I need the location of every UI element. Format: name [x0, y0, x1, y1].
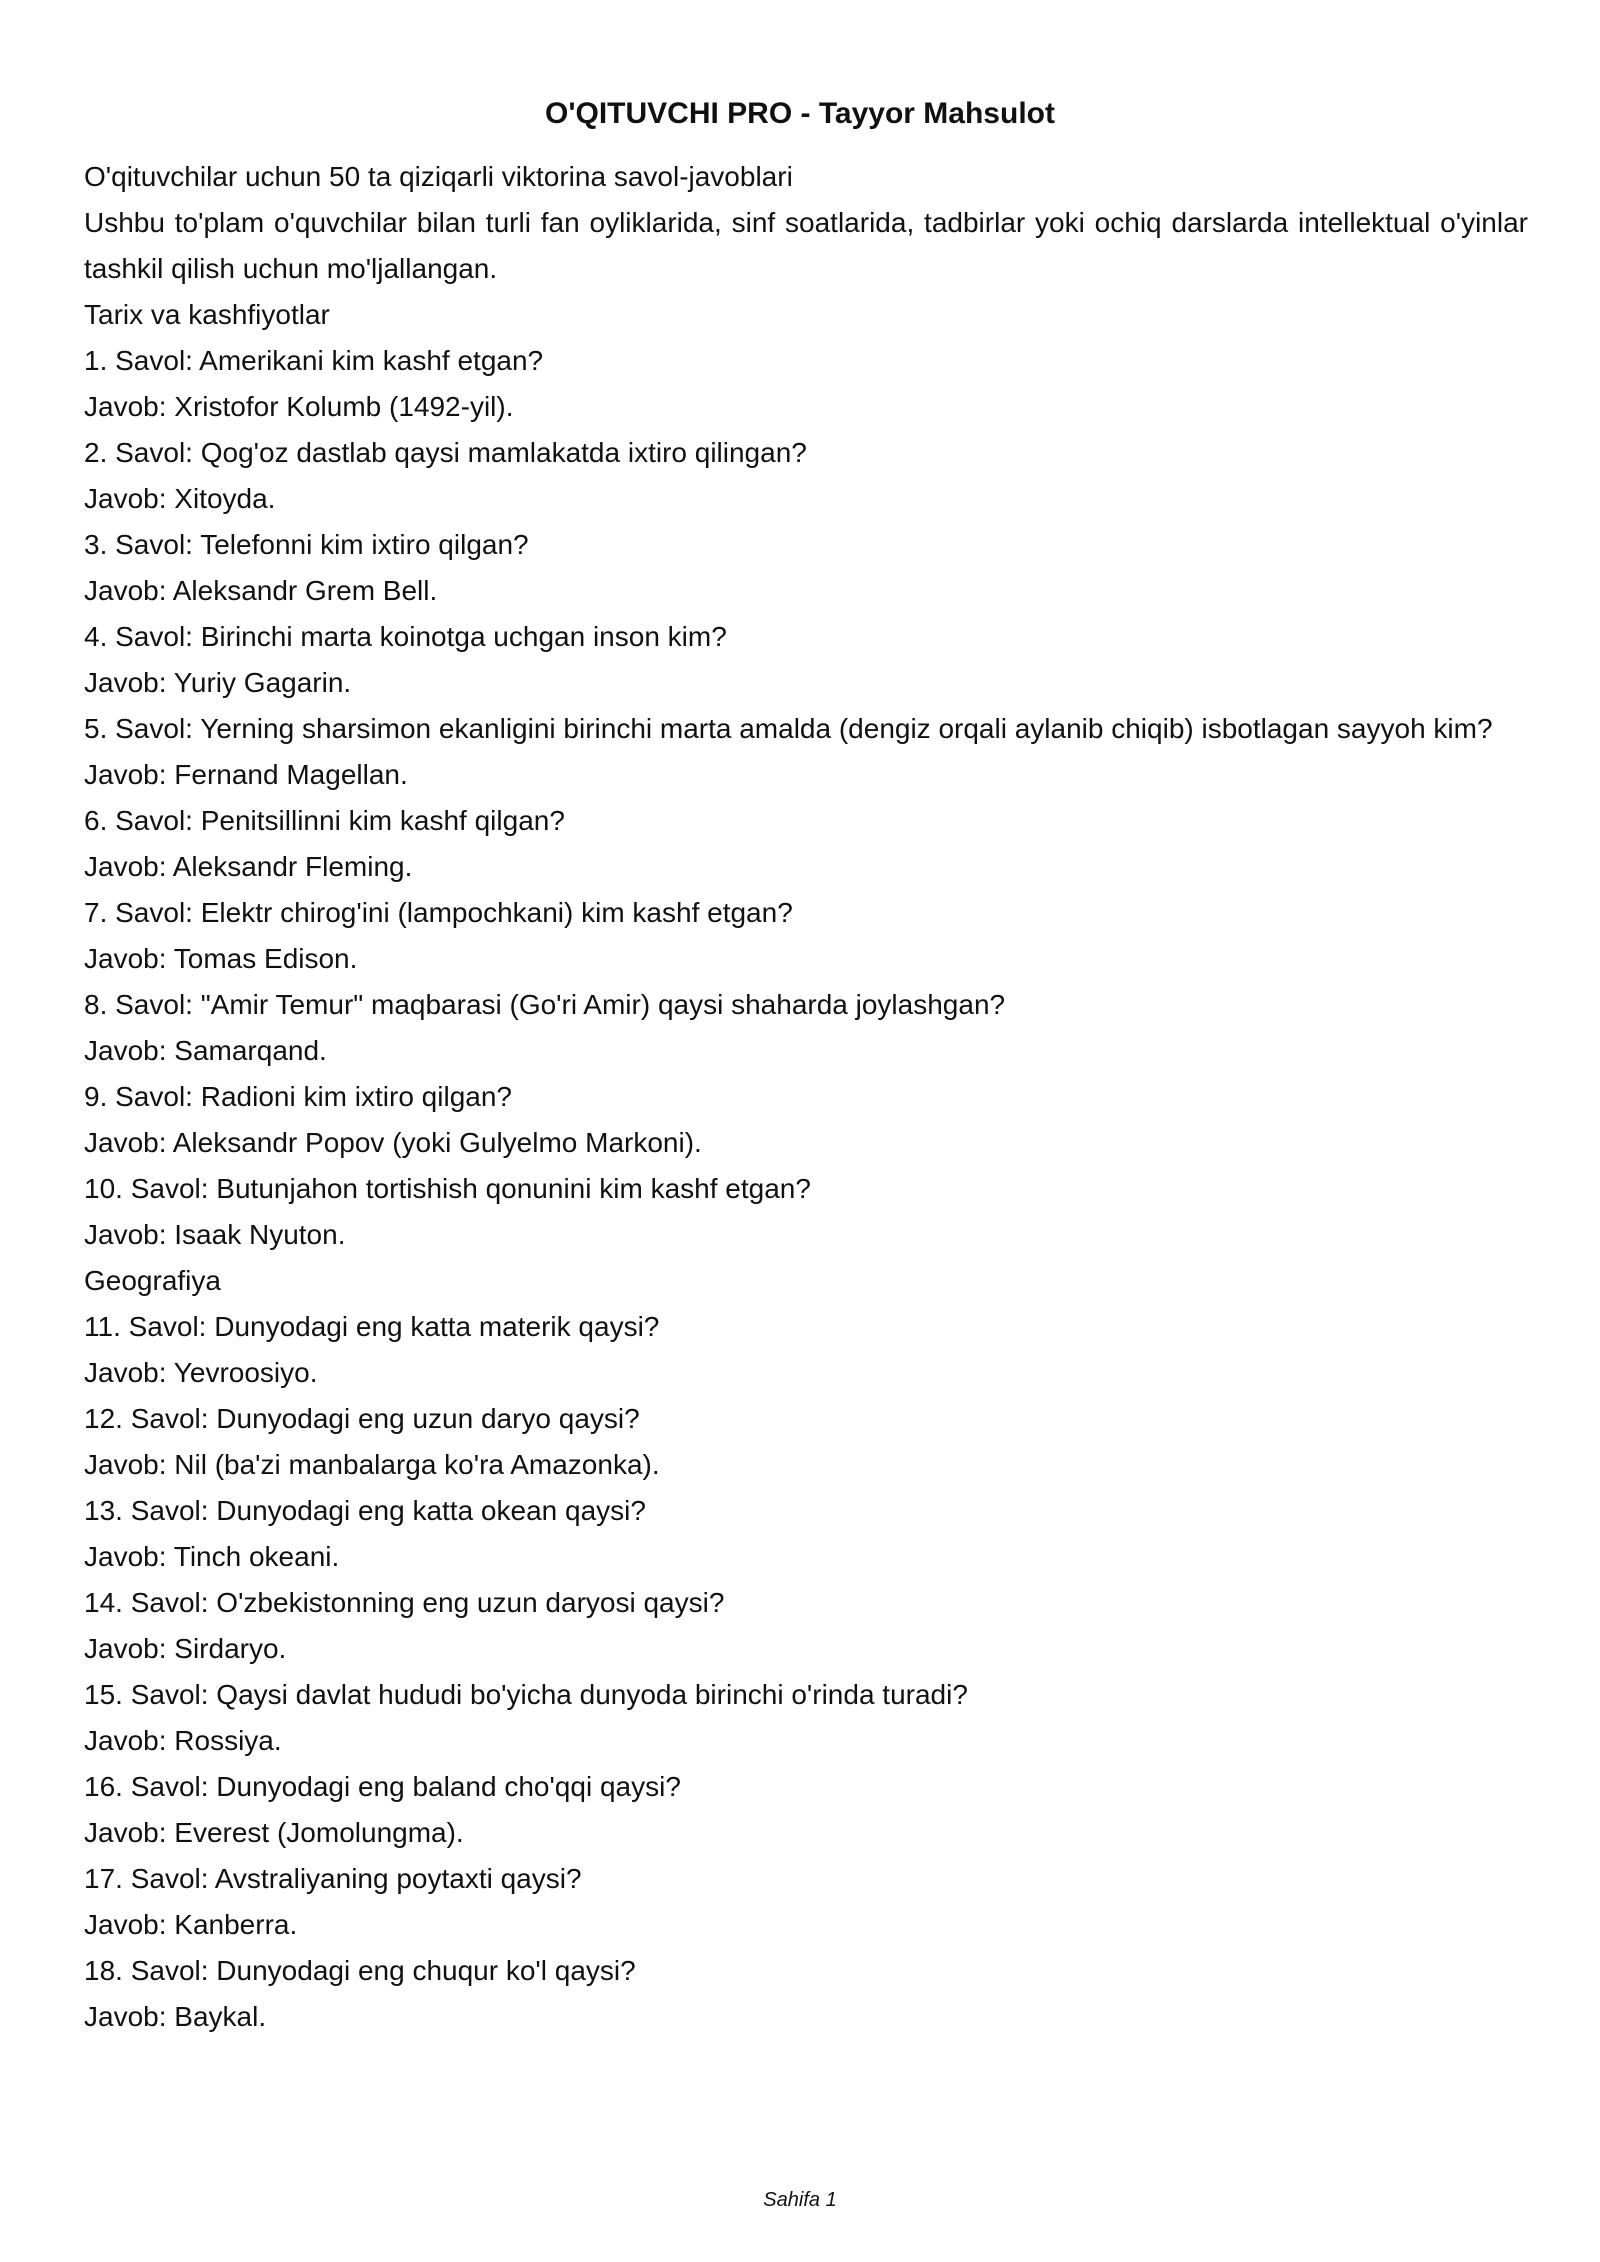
document-subtitle: O'qituvchilar uchun 50 ta qiziqarli viktorina savol-javoblari [84, 161, 793, 192]
question-1: 1. Savol: Amerikani kim kashf etgan? [84, 345, 544, 376]
question-16: 16. Savol: Dunyodagi eng baland cho'qqi qaysi? [84, 1771, 681, 1802]
answer-7: Javob: Tomas Edison. [84, 943, 358, 974]
question-18: 18. Savol: Dunyodagi eng chuqur ko'l qaysi? [84, 1955, 636, 1986]
answer-3: Javob: Aleksandr Grem Bell. [84, 575, 438, 606]
answer-1: Javob: Xristofor Kolumb (1492-yil). [84, 391, 514, 422]
answer-18: Javob: Baykal. [84, 2001, 267, 2032]
section-heading-history: Tarix va kashfiyotlar [84, 299, 330, 330]
question-8: 8. Savol: "Amir Temur" maqbarasi (Go'ri Amir) qaysi shaharda joylashgan? [84, 989, 1006, 1020]
question-2: 2. Savol: Qog'oz dastlab qaysi mamlakatda ixtiro qilingan? [84, 437, 807, 468]
question-3: 3. Savol: Telefonni kim ixtiro qilgan? [84, 529, 529, 560]
answer-14: Javob: Sirdaryo. [84, 1633, 287, 1664]
page-title: O'QITUVCHI PRO - Tayyor Mahsulot [545, 97, 1055, 130]
answer-6: Javob: Aleksandr Fleming. [84, 851, 413, 882]
answer-10: Javob: Isaak Nyuton. [84, 1219, 346, 1250]
question-17: 17. Savol: Avstraliyaning poytaxti qaysi? [84, 1863, 582, 1894]
answer-15: Javob: Rossiya. [84, 1725, 282, 1756]
question-6: 6. Savol: Penitsillinni kim kashf qilgan? [84, 805, 565, 836]
answer-8: Javob: Samarqand. [84, 1035, 327, 1066]
page-number-footer: Sahifa 1 [763, 2189, 837, 2211]
question-11: 11. Savol: Dunyodagi eng katta materik qaysi? [84, 1311, 660, 1342]
answer-2: Javob: Xitoyda. [84, 483, 276, 514]
question-12: 12. Savol: Dunyodagi eng uzun daryo qaysi? [84, 1403, 640, 1434]
question-14: 14. Savol: O'zbekistonning eng uzun daryosi qaysi? [84, 1587, 725, 1618]
answer-4: Javob: Yuriy Gagarin. [84, 667, 352, 698]
answer-16: Javob: Everest (Jomolungma). [84, 1817, 464, 1848]
answer-13: Javob: Tinch okeani. [84, 1541, 340, 1572]
section-heading-geography: Geografiya [84, 1265, 221, 1296]
question-13: 13. Savol: Dunyodagi eng katta okean qaysi? [84, 1495, 646, 1526]
question-4: 4. Savol: Birinchi marta koinotga uchgan inson kim? [84, 621, 727, 652]
answer-11: Javob: Yevroosiyo. [84, 1357, 318, 1388]
document-intro: Ushbu to'plam o'quvchilar bilan turli fan oyliklarida, sinf soatlarida, tadbirlar yoki ochiq darslarda intellektual o'yinlar tashkil qilish uchun mo'ljallangan. [84, 207, 1528, 284]
question-5: 5. Savol: Yerning sharsimon ekanligini birinchi marta amalda (dengiz orqali aylanib chiqib) isbotlagan sayyoh kim? [84, 713, 1493, 744]
document-body [84, 154, 1528, 2040]
question-10: 10. Savol: Butunjahon tortishish qonunini kim kashf etgan? [84, 1173, 811, 1204]
question-7: 7. Savol: Elektr chirog'ini (lampochkani) kim kashf etgan? [84, 897, 793, 928]
question-9: 9. Savol: Radioni kim ixtiro qilgan? [84, 1081, 512, 1112]
answer-5: Javob: Fernand Magellan. [84, 759, 408, 790]
question-15: 15. Savol: Qaysi davlat hududi bo'yicha dunyoda birinchi o'rinda turadi? [84, 1679, 968, 1710]
answer-17: Javob: Kanberra. [84, 1909, 298, 1940]
answer-9: Javob: Aleksandr Popov (yoki Gulyelmo Markoni). [84, 1127, 702, 1158]
answer-12: Javob: Nil (ba'zi manbalarga ko'ra Amazonka). [84, 1449, 660, 1480]
